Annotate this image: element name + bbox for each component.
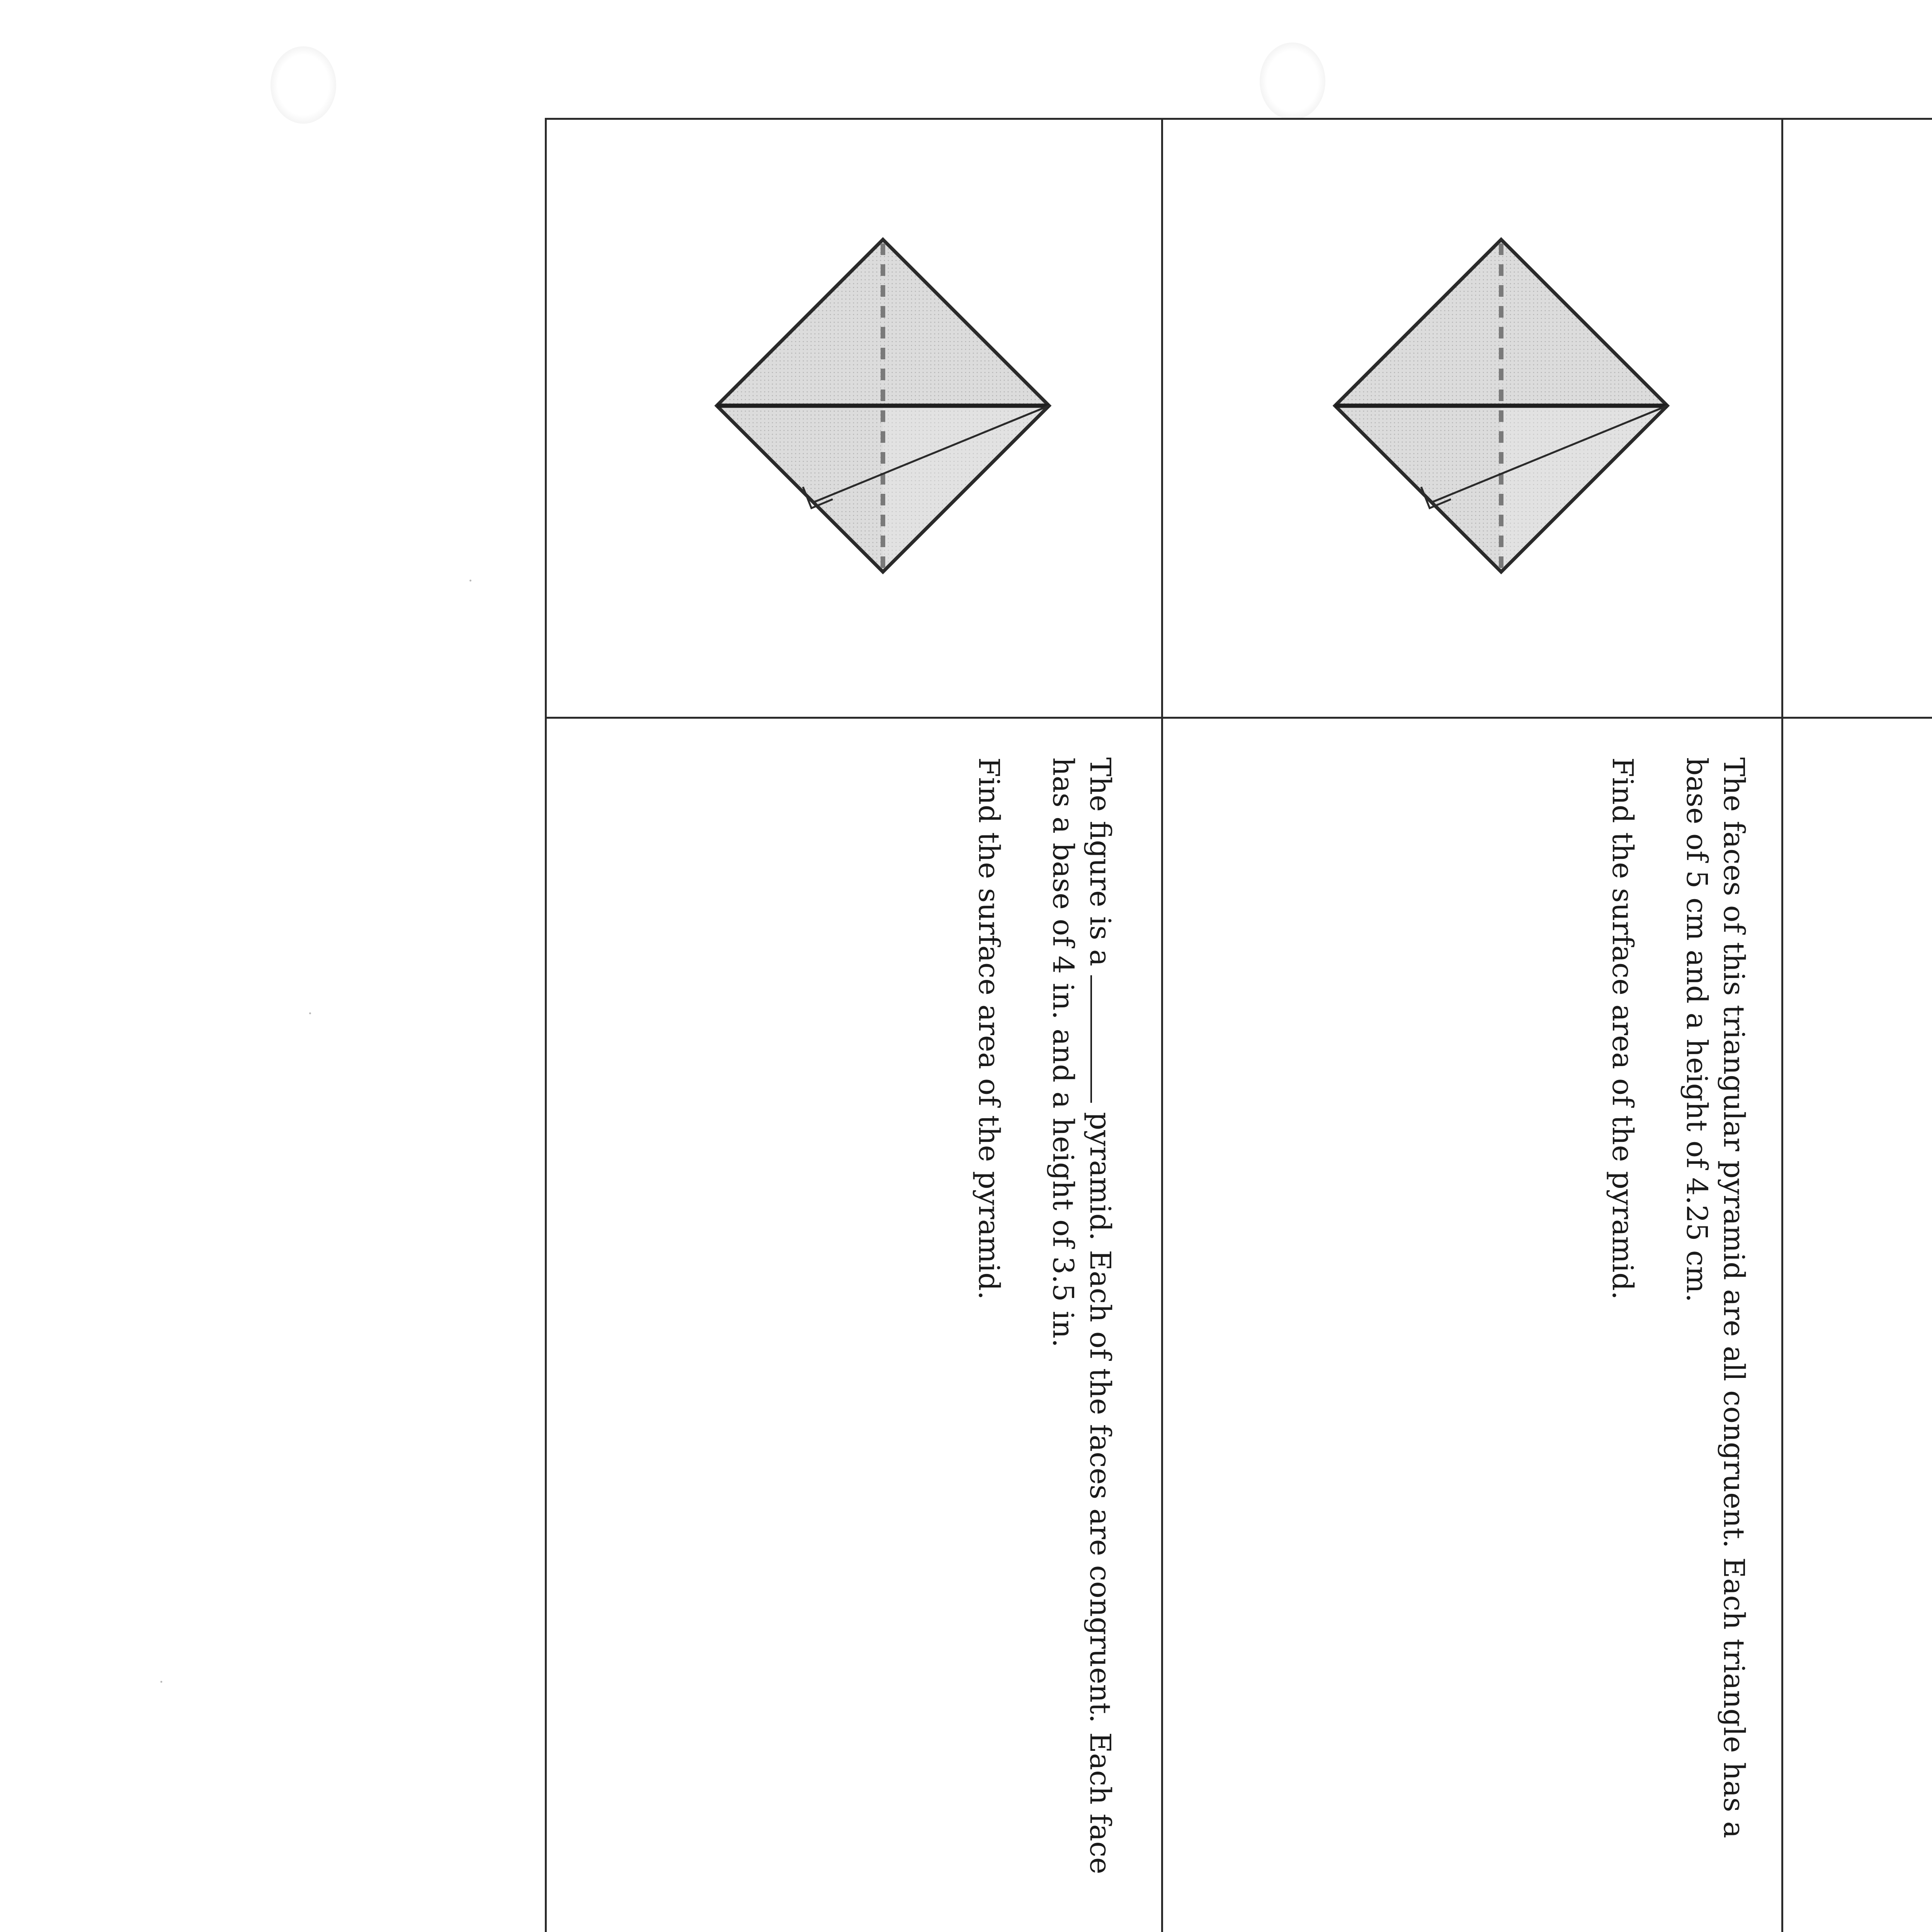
- card-2-question: Find the surface area of the pyramid.: [1606, 757, 1639, 1300]
- row-divider: [547, 717, 1932, 719]
- card-3-question: Find the surface area of the pyramid.: [972, 757, 1005, 1300]
- card-3-problem-part1: The figure is a: [1083, 757, 1117, 966]
- worksheet-card-grid: [545, 118, 1932, 1932]
- punch-hole: [1260, 43, 1325, 120]
- card-3-problem-part2: pyramid. Each of the faces are congruent. Each face has a base of 4 in. and a height of 3.5 in.: [1046, 757, 1117, 1874]
- triangular-pyramid-net-icon: [1327, 232, 1675, 580]
- card-2-problem: The faces of this triangular pyramid are all congruent. Each triangle has a base of 5 cm and a height of 4.25 cm.: [1680, 757, 1750, 1838]
- fill-in-blank[interactable]: [1090, 975, 1115, 1103]
- column-divider: [1161, 120, 1163, 1932]
- card-3-problem: [1044, 757, 1119, 1897]
- card-2-text-panel: [1604, 757, 1752, 1897]
- column-divider: [1781, 120, 1783, 1932]
- punch-hole: [270, 46, 336, 124]
- scan-speck: [160, 1681, 162, 1683]
- scan-speck: [469, 580, 471, 582]
- pyramid-net-icon: [709, 232, 1057, 580]
- card-3-text-panel: [970, 757, 1119, 1897]
- scan-speck: [309, 1012, 311, 1014]
